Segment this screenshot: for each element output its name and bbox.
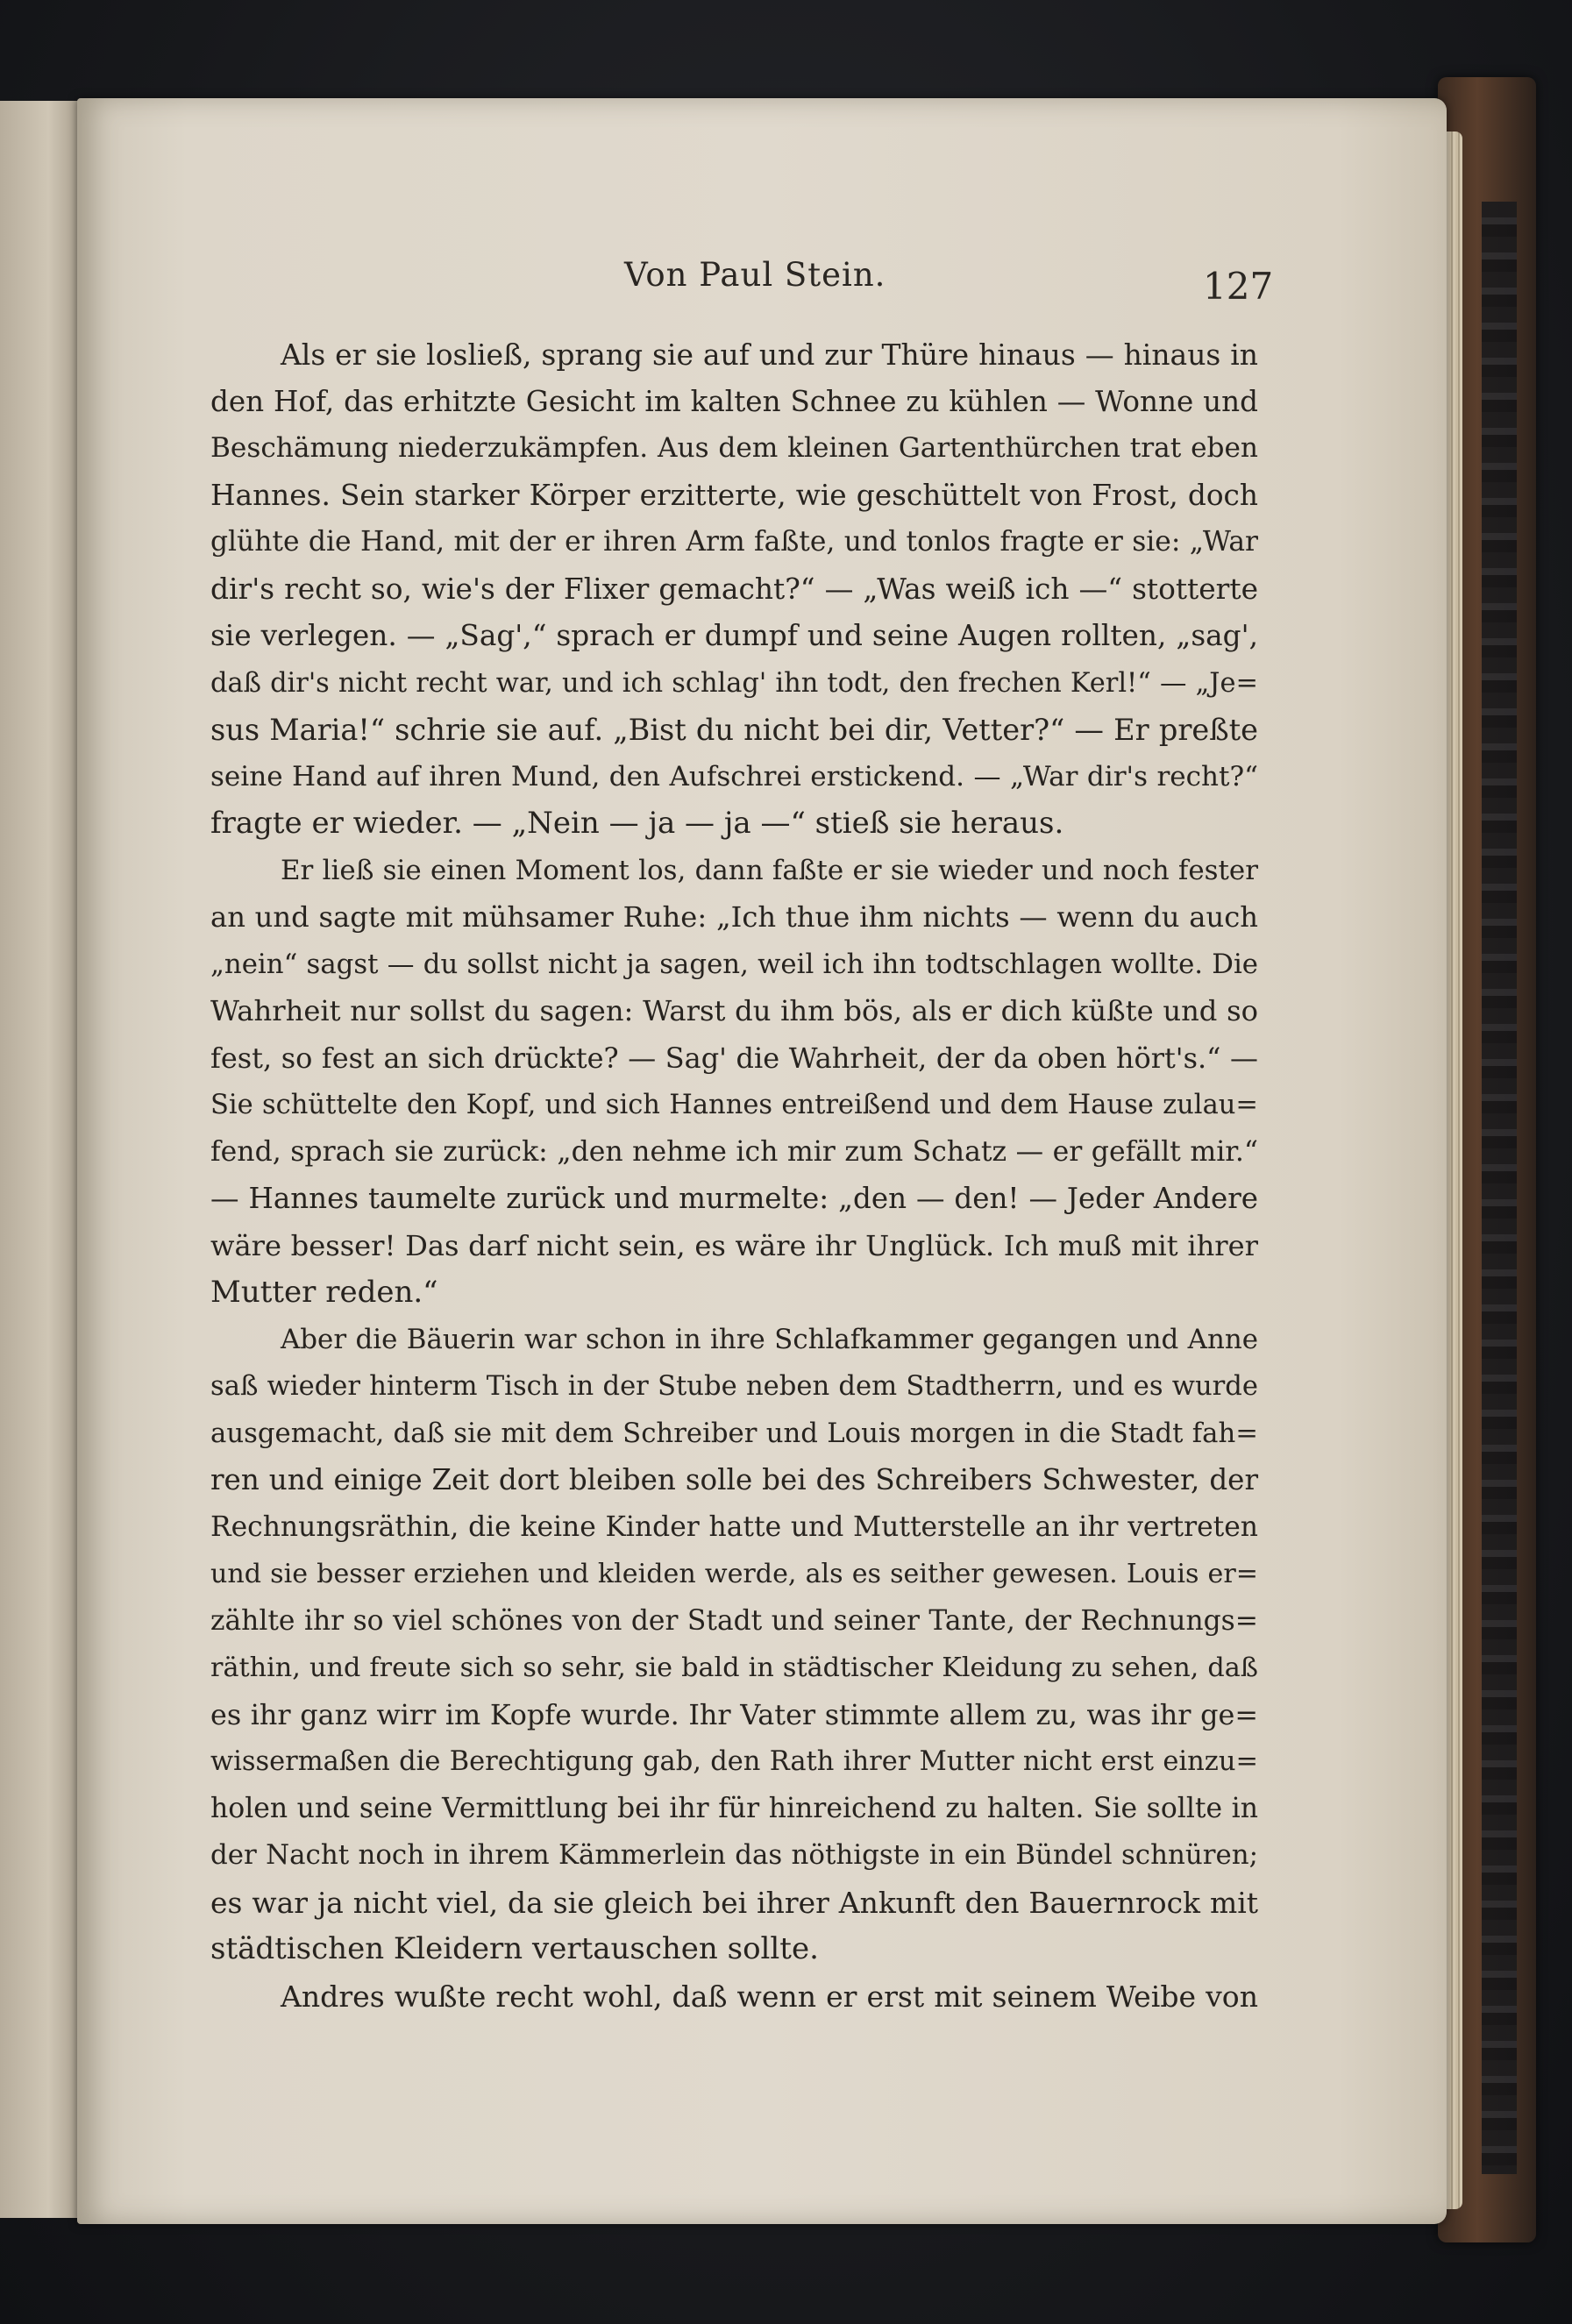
- text-line: räthin, und freute sich so sehr, sie bald in städtischer Kleidung zu sehen, daß: [210, 1652, 1258, 1683]
- text-line: Rechnungsräthin, die keine Kinder hatte und Mutterstelle an ihr vertreten: [210, 1510, 1258, 1543]
- text-line: glühte die Hand, mit der er ihren Arm faßte, und tonlos fragte er sie: „War: [210, 526, 1258, 558]
- text-line: fragte er wieder. — „Nein — ja — ja —“ stieß sie heraus.: [210, 806, 1064, 841]
- page-number: 127: [1203, 265, 1274, 308]
- text-line: saß wieder hinterm Tisch in der Stube neben dem Stadtherrn, und es wurde: [210, 1371, 1258, 1402]
- text-line: Mutter reden.“: [210, 1275, 438, 1310]
- text-line: es war ja nicht viel, da sie gleich bei ihrer Ankunft den Bauernrock mit: [210, 1885, 1258, 1920]
- text-line: „nein“ sagst — du sollst nicht ja sagen, weil ich ihn todtschlagen wollte. Die: [210, 948, 1258, 980]
- text-line: Hannes. Sein starker Körper erzitterte, wie geschüttelt von Frost, doch: [210, 478, 1258, 512]
- text-line: Aber die Bäuerin war schon in ihre Schlafkammer gegangen und Anne: [281, 1323, 1258, 1355]
- text-line: an und sagte mit mühsamer Ruhe: „Ich thue ihm nichts — wenn du auch: [210, 900, 1258, 934]
- text-line: sus Maria!“ schrie sie auf. „Bist du nicht bei dir, Vetter?“ — Er preßte: [210, 713, 1258, 747]
- text-line: wäre besser! Das darf nicht sein, es wäre ihr Unglück. Ich muß mit ihrer: [210, 1228, 1258, 1262]
- facing-page-edge: [0, 101, 81, 2218]
- text-line: ausgemacht, daß sie mit dem Schreiber und Louis morgen in die Stadt fah=: [210, 1417, 1258, 1449]
- text-line: Er ließ sie einen Moment los, dann faßte er sie wieder und noch fester: [281, 854, 1258, 886]
- text-line: der Nacht noch in ihrem Kämmerlein das nöthigste in ein Bündel schnüren;: [210, 1839, 1258, 1871]
- text-line: holen und seine Vermittlung bei ihr für hinreichend zu halten. Sie sollte in: [210, 1792, 1258, 1824]
- text-line: Andres wußte recht wohl, daß wenn er erst mit seinem Weibe von: [281, 1979, 1258, 2014]
- body-text: [210, 331, 1258, 2020]
- text-line: und sie besser erziehen und kleiden werde, als es seither gewesen. Louis er=: [210, 1559, 1258, 1589]
- text-line: seine Hand auf ihren Mund, den Aufschrei erstickend. — „War dir's recht?“: [210, 760, 1258, 792]
- text-line: — Hannes taumelte zurück und murmelte: „den — den! — Jeder Andere: [210, 1182, 1258, 1215]
- text-line: Wahrheit nur sollst du sagen: Warst du ihm bös, als er dich küßte und so: [210, 994, 1258, 1027]
- text-line: ren und einige Zeit dort bleiben solle bei des Schreibers Schwester, der: [210, 1463, 1258, 1496]
- text-line: den Hof, das erhitzte Gesicht im kalten Schnee zu kühlen — Wonne und: [210, 384, 1258, 418]
- text-line: es ihr ganz wirr im Kopfe wurde. Ihr Vater stimmte allem zu, was ihr ge=: [210, 1697, 1258, 1731]
- running-title: Von Paul Stein.: [624, 256, 886, 294]
- text-line: fest, so fest an sich drückte? — Sag' die Wahrheit, der da oben hört's.“ —: [210, 1041, 1258, 1075]
- book-spine-texture: [1482, 202, 1517, 2174]
- text-line: daß dir's nicht recht war, und ich schlag' ihn todt, den frechen Kerl!“ — „Je=: [210, 667, 1258, 699]
- text-line: sie verlegen. — „Sag',“ sprach er dumpf und seine Augen rollten, „sag',: [210, 619, 1258, 652]
- text-line: Beschämung niederzukämpfen. Aus dem kleinen Gartenthürchen trat eben: [210, 432, 1258, 464]
- text-line: zählte ihr so viel schönes von der Stadt und seiner Tante, der Rechnungs=: [210, 1604, 1258, 1637]
- text-line: dir's recht so, wie's der Flixer gemacht?“ — „Was weiß ich —“ stotterte: [210, 572, 1258, 606]
- text-line: Als er sie losließ, sprang sie auf und zur Thüre hinaus — hinaus in: [281, 338, 1258, 372]
- text-line: Sie schüttelte den Kopf, und sich Hannes entreißend und dem Hause zulau=: [210, 1090, 1258, 1120]
- text-line: fend, sprach sie zurück: „den nehme ich mir zum Schatz — er gefällt mir.“: [210, 1135, 1258, 1168]
- text-line: wissermaßen die Berechtigung gab, den Rath ihrer Mutter nicht erst einzu=: [210, 1746, 1258, 1777]
- text-line: städtischen Kleidern vertauschen sollte.: [210, 1931, 819, 1966]
